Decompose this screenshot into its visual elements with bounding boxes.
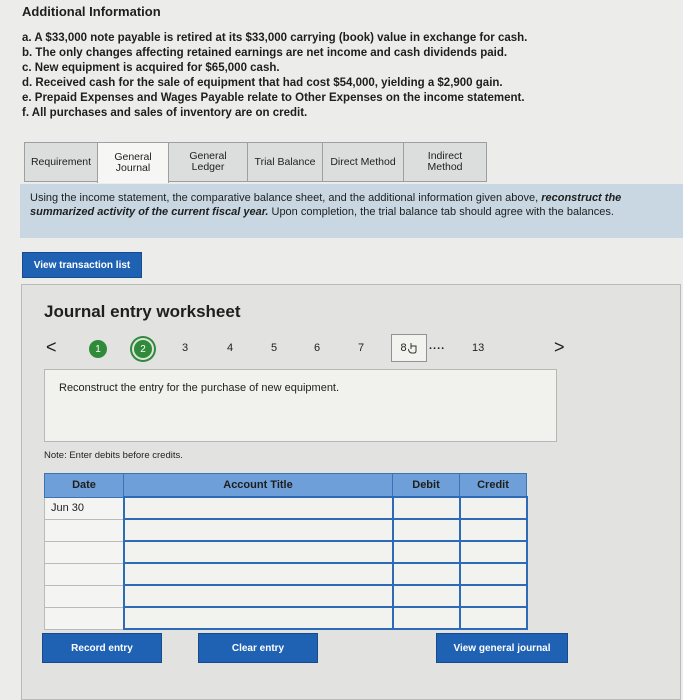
tab-indirect-method[interactable]: Indirect Method — [403, 142, 487, 182]
hand-cursor-icon — [408, 342, 418, 354]
tab-requirement[interactable]: Requirement — [24, 142, 98, 182]
page-7[interactable]: 7 — [358, 342, 365, 354]
next-entry-arrow-icon[interactable]: > — [554, 337, 565, 357]
info-item-d: d. Received cash for the sale of equipment that had cost $54,000, yielding a $2,900 gain. — [22, 77, 503, 89]
entry-pager — [22, 337, 680, 363]
account-title-input[interactable] — [124, 585, 393, 607]
table-row — [45, 607, 527, 629]
info-item-e: e. Prepaid Expenses and Wages Payable relate to Other Expenses on the income statement. — [22, 92, 525, 104]
page-8-label: 8 — [400, 342, 407, 354]
info-item-a: a. A $33,000 note payable is retired at its $33,000 carrying (book) value in exchange for cash. — [22, 32, 528, 44]
page-13[interactable]: 13 — [472, 342, 485, 354]
info-item-f: f. All purchases and sales of inventory are on credit. — [22, 107, 308, 119]
prev-entry-arrow-icon[interactable]: < — [46, 337, 57, 357]
account-title-input[interactable] — [124, 563, 393, 585]
tab-trial-balance[interactable]: Trial Balance — [247, 142, 323, 182]
credit-input[interactable] — [460, 519, 527, 541]
page-1[interactable]: 1 — [89, 340, 107, 358]
debit-input[interactable] — [393, 541, 460, 563]
page-8[interactable] — [391, 334, 427, 362]
tab-general-journal[interactable]: General Journal — [97, 142, 169, 183]
debit-input[interactable] — [393, 585, 460, 607]
date-cell — [45, 607, 124, 629]
account-title-input[interactable] — [124, 519, 393, 541]
table-row — [45, 541, 527, 563]
table-row — [45, 519, 527, 541]
clear-entry-button[interactable]: Clear entry — [198, 633, 318, 663]
action-bar — [22, 633, 680, 661]
entry-prompt: Reconstruct the entry for the purchase of new equipment. — [44, 369, 557, 442]
tab-bar — [24, 142, 486, 182]
page-3[interactable]: 3 — [182, 342, 189, 354]
tab-general-ledger[interactable]: General Ledger — [168, 142, 248, 182]
view-general-journal-button[interactable]: View general journal — [436, 633, 568, 663]
page-2[interactable]: 2 — [134, 340, 152, 358]
page-ellipsis: .... — [429, 340, 446, 352]
credit-input[interactable] — [460, 541, 527, 563]
additional-info-list — [22, 31, 527, 121]
table-row — [45, 563, 527, 585]
col-date: Date — [45, 474, 124, 498]
account-title-input[interactable] — [124, 607, 393, 629]
record-entry-button[interactable]: Record entry — [42, 633, 162, 663]
credit-input[interactable] — [460, 607, 527, 629]
date-cell — [45, 563, 124, 585]
info-item-c: c. New equipment is acquired for $65,000 cash. — [22, 62, 280, 74]
worksheet-title: Journal entry worksheet — [44, 302, 241, 321]
col-account-title: Account Title — [124, 474, 393, 498]
debit-input[interactable] — [393, 607, 460, 629]
info-item-b: b. The only changes affecting retained earnings are net income and cash dividends paid. — [22, 47, 508, 59]
debit-input[interactable] — [393, 497, 460, 519]
table-row — [45, 585, 527, 607]
instructions-tail: Upon completion, the trial balance tab should agree with the balances. — [268, 206, 614, 218]
tab-direct-method[interactable]: Direct Method — [322, 142, 404, 182]
view-transaction-list-button[interactable]: View transaction list — [22, 252, 142, 278]
credit-input[interactable] — [460, 563, 527, 585]
date-cell — [45, 585, 124, 607]
journal-table — [44, 473, 528, 630]
section-heading: Additional Information — [22, 4, 161, 19]
col-debit: Debit — [393, 474, 460, 498]
instructions-lead: Using the income statement, the comparative balance sheet, and the additional information given above, — [30, 192, 542, 204]
debit-input[interactable] — [393, 519, 460, 541]
debit-input[interactable] — [393, 563, 460, 585]
instructions-panel — [20, 184, 683, 238]
table-row — [45, 497, 527, 519]
date-cell — [45, 519, 124, 541]
date-cell — [45, 541, 124, 563]
account-title-input[interactable] — [124, 497, 393, 519]
account-title-input[interactable] — [124, 541, 393, 563]
col-credit: Credit — [460, 474, 527, 498]
credit-input[interactable] — [460, 585, 527, 607]
page-5[interactable]: 5 — [271, 342, 278, 354]
entry-note: Note: Enter debits before credits. — [44, 450, 183, 461]
journal-worksheet — [21, 284, 681, 700]
page-6[interactable]: 6 — [314, 342, 321, 354]
credit-input[interactable] — [460, 497, 527, 519]
date-cell: Jun 30 — [45, 497, 124, 519]
page-4[interactable]: 4 — [227, 342, 234, 354]
instructions-emphasis: reconstruct the summarized activity of the current fiscal year. — [30, 192, 622, 218]
